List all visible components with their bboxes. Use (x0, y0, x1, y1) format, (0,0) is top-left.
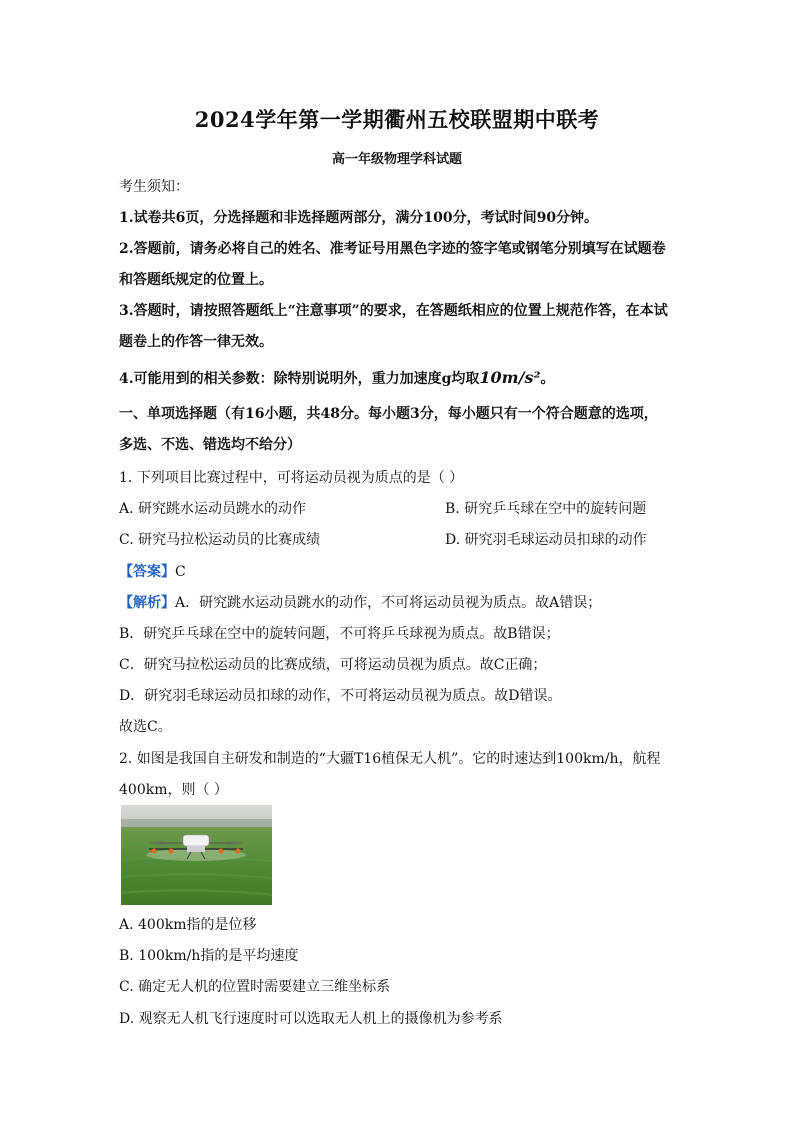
q2-option-b: B. 100km/h指的是平均速度 (119, 948, 299, 964)
q1-stem: 1. 下列项目比赛过程中，可将运动员视为质点的是（ ） (119, 470, 464, 486)
q2-option-c: C. 确定无人机的位置时需要建立三维坐标系 (119, 979, 391, 995)
analysis-tag: 【解析】 (119, 595, 175, 611)
notice-item-3-cont: 题卷上的作答一律无效。 (119, 334, 273, 350)
page-title: 2024学年第一学期衢州五校联盟期中联考 (194, 107, 600, 132)
q1-option-d: D. 研究羽毛球运动员扣球的动作 (445, 532, 647, 548)
analysis-text-a: A．研究跳水运动员跳水的动作，不可将运动员视为质点。故A错误； (175, 595, 602, 611)
q1-answer (119, 561, 186, 581)
section-heading-cont: 多选、不选、错选均不给分） (119, 437, 301, 453)
q1-analysis-1 (119, 592, 601, 612)
q1-option-a: A. 研究跳水运动员跳水的动作 (119, 501, 307, 517)
notice-item-1: 1.试卷共6页，分选择题和非选择题两部分，满分100分，考试时间90分钟。 (119, 210, 599, 226)
q2-option-a: A. 400km指的是位移 (119, 917, 257, 933)
q2-stem-line2: 400km，则（ ） (119, 782, 228, 798)
answer-tag: 【答案】 (119, 564, 175, 580)
notice-item-3: 3.答题时，请按照答题纸上“注意事项”的要求，在答题纸相应的位置上规范作答，在本试 (119, 303, 668, 319)
answer-value: C (175, 564, 186, 580)
page-subtitle: 高一年级物理学科试题 (331, 152, 462, 167)
q1-option-c: C. 研究马拉松运动员的比赛成绩 (119, 532, 321, 548)
notice-heading: 考生须知： (119, 179, 189, 195)
q1-conclusion: 故选C。 (119, 719, 172, 735)
drone-photo (121, 805, 272, 905)
notice-item-2: 2.答题前，请务必将自己的姓名、准考证号用黑色字迹的签字笔或钢笔分别填写在试题卷 (119, 241, 666, 257)
q2-stem-line1: 2. 如图是我国自主研发和制造的“大疆T16植保无人机”。它的时速达到100km/h，航程 (119, 751, 661, 767)
q1-option-b: B. 研究乒乓球在空中的旋转问题 (445, 501, 647, 517)
gravity-unit: 10m/s² (479, 368, 541, 387)
q1-analysis-2: B．研究乒乓球在空中的旋转问题，不可将乒乓球视为质点。故B错误； (119, 626, 560, 642)
q1-analysis-4: D．研究羽毛球运动员扣球的动作，不可将运动员视为质点。故D错误。 (119, 688, 562, 704)
q2-option-d: D. 观察无人机飞行速度时可以选取无人机上的摄像机为参考系 (119, 1011, 503, 1027)
section-heading: 一、单项选择题（有16小题，共48分。每小题3分，每小题只有一个符合题意的选项， (119, 406, 658, 422)
q1-analysis-3: C．研究马拉松运动员的比赛成绩，可将运动员视为质点。故C正确； (119, 657, 547, 673)
notice-item-4-end: 。 (540, 371, 555, 387)
notice-item-4-text: 4.可能用到的相关参数：除特别说明外，重力加速度g均取 (119, 371, 480, 387)
notice-item-2-cont: 和答题纸规定的位置上。 (119, 272, 273, 288)
notice-item-4 (119, 368, 554, 388)
